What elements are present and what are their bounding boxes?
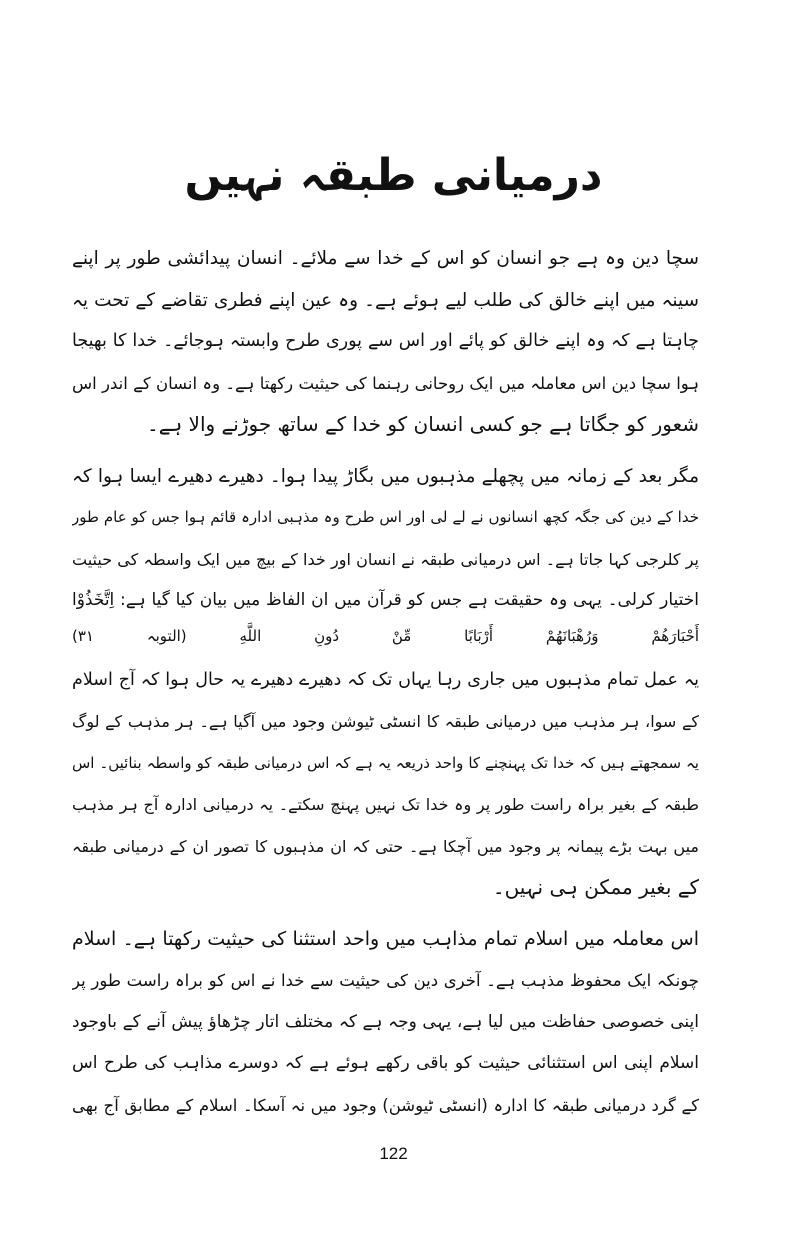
text-line: اس معاملہ میں اسلام تمام مذاہب میں واحد استثنا کی حیثیت رکھتا ہے۔ اسلام (72, 927, 699, 950)
text-line: کے بغیر ممکن ہی نہیں۔ (492, 875, 699, 899)
text-line: چاہتا ہے کہ وہ اپنے خالق کو پائے اور اس سے پوری طرح وابستہ ہوجائے۔ خدا کا بھیجا (72, 331, 699, 351)
paragraph-1 (72, 238, 699, 446)
text-line: یہ سمجھتے ہیں کہ خدا تک پہنچنے کا واحد ذریعہ یہ ہے کہ اس درمیانی طبقہ کو واسطہ بنائیں۔ اس (72, 753, 699, 772)
quran-quote: أَحْبَارَهُمْ وَرُهْبَانَهُمْ أَرْبَابًا مِّنْ دُونِ اللَّهِ (التوبہ ۳۱) (72, 626, 699, 645)
text-line: شعور کو جگاتا ہے جو کسی انسان کو خدا کے ساتھ جوڑنے والا ہے۔ (147, 412, 699, 436)
text-line: چونکہ ایک محفوظ مذہب ہے۔ آخری دین کی حیثیت سے خدا نے اس کو براہ راست طور پر (72, 971, 699, 990)
text-line: پر کلرجی کہا جاتا ہے۔ اس درمیانی طبقہ نے انسان اور خدا کے بیچ میں ایک واسطہ کی حیثیت (72, 549, 699, 569)
paragraph-gap (72, 909, 699, 919)
text-line: مگر بعد کے زمانہ میں پچھلے مذہبوں میں بگاڑ پیدا ہوا۔ دھیرے دھیرے ایسا ہوا کہ (72, 465, 699, 487)
text-line: سچا دین وہ ہے جو انسان کو اس کے خدا سے ملائے۔ انسان پیدائشی طور پر اپنے (72, 248, 699, 269)
text-line: ہوا سچا دین اس معاملہ میں ایک روحانی رہنما کی حیثیت رکھتا ہے۔ وہ انسان کے اندر اس (72, 373, 699, 393)
text-line: سینہ میں اپنے خالق کی طلب لیے ہوئے ہے۔ وہ عین اپنے فطری تقاضے کے تحت یہ (72, 289, 699, 311)
text-line: کے گرد درمیانی طبقہ کا ادارہ (انسٹی ٹیوشن) وجود میں نہ آسکا۔ اسلام کے مطابق آج بھی (72, 1095, 699, 1115)
paragraph-gap (72, 650, 699, 660)
text-line: اپنی خصوصی حفاظت میں لیا ہے، یہی وجہ ہے کہ مختلف اتار چڑھاؤ پیش آنے کے باوجود (72, 1011, 699, 1032)
paragraph-2 (72, 456, 699, 650)
text-line: میں بہت بڑے پیمانہ پر وجود میں آچکا ہے۔ حتی کہ ان مذہبوں کا تصور ان کے درمیانی طبقہ (72, 836, 699, 856)
paragraph-4 (72, 919, 699, 1127)
text-line: یہ عمل تمام مذہبوں میں جاری رہا یہاں تک کہ دھیرے دھیرے یہ حال ہوا کہ آج اسلام (72, 669, 699, 690)
text-line: اختیار کرلی۔ یہی وہ حقیقت ہے جس کو قرآن میں ان الفاظ میں بیان کیا گیا ہے: اِتَّخَذُوْا (72, 590, 699, 610)
text-line: کے سوا، ہر مذہب میں درمیانی طبقہ کا انسٹی ٹیوشن وجود میں آگیا ہے۔ ہر مذہب کے لوگ (72, 712, 699, 731)
text-line: طبقہ کے بغیر براہ راست طور پر وہ خدا تک نہیں پہنچ سکتے۔ یہ درمیانی ادارہ آج ہر مذہب (72, 795, 699, 814)
paragraph-3 (72, 660, 699, 909)
paragraph-gap (72, 446, 699, 456)
page-number: 122 (379, 1144, 408, 1163)
chapter-title: درمیانی طبقہ نہیں (184, 150, 603, 201)
body-text (72, 238, 699, 1126)
text-line: اسلام اپنی اس استثنائی حیثیت کو باقی رکھے ہوئے ہے کہ دوسرے مذاہب کی طرح اس (72, 1053, 699, 1073)
text-line: خدا کے دین کی جگہ کچھ انسانوں نے لے لی اور اس طرح وہ مذہبی ادارہ قائم ہوا جس کو عام طور (72, 508, 699, 526)
